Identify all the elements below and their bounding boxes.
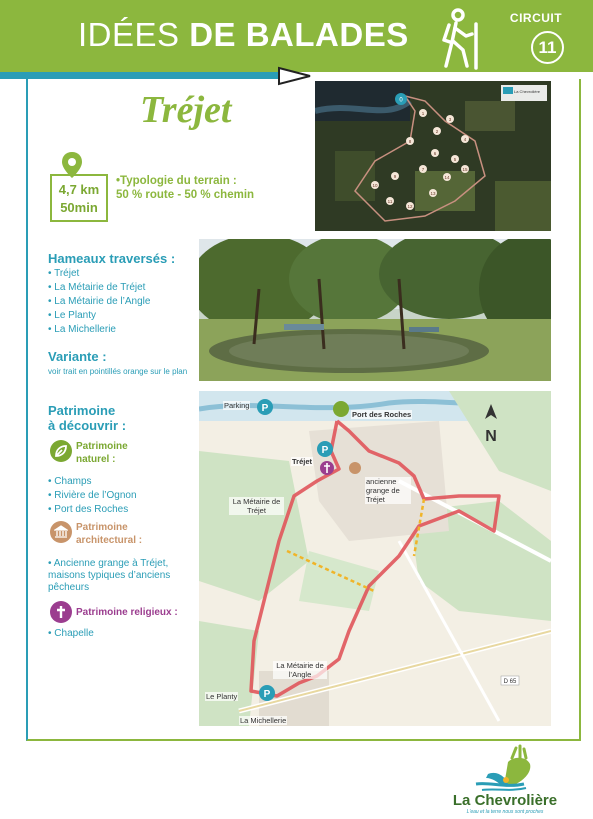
satellite-overlay-label: La Chevrolière [514, 89, 541, 94]
map-point-label: 9 [393, 173, 397, 179]
architectural-heritage-list [48, 558, 198, 594]
list-item: • Rivière de l’Ognon [48, 489, 137, 503]
page-title [78, 16, 409, 54]
map-point-label: 15 [462, 166, 468, 172]
distance-duration-box [50, 174, 108, 222]
grange-label: ancienne grange de Tréjet [365, 477, 411, 504]
trejet-label: Tréjet [292, 457, 313, 466]
terrain-value: 50 % route - 50 % chemin [116, 189, 255, 201]
road-label: D 65 [503, 679, 517, 685]
map-point-label: 10 [372, 182, 378, 188]
metairie-angle-label: La Métairie de l’Angle [273, 661, 327, 679]
list-item: • Le Planty [48, 309, 150, 323]
list-item: • La Michellerie [48, 323, 150, 337]
map-point-label: 6 [433, 150, 437, 156]
map-point-label: 4 [463, 136, 467, 142]
route-plan-map [199, 391, 551, 726]
map-point-label: 11 [387, 198, 393, 204]
natural-heritage-label [76, 440, 128, 466]
leaf-icon [333, 401, 349, 417]
pond-photo [199, 239, 551, 381]
satellite-route-map [315, 81, 551, 231]
map-point-label: 5 [453, 156, 457, 162]
variant-heading: Variante : [48, 349, 107, 364]
religious-heritage-list [48, 627, 94, 641]
hamlets-heading: Hameaux traversés : [48, 251, 176, 266]
map-point-label: 13 [430, 190, 436, 196]
natural-heritage-category [50, 440, 128, 466]
duration-value: 50min [60, 200, 98, 215]
map-point-label: 1 [421, 110, 425, 116]
list-item: • Champs [48, 475, 137, 489]
distance-value: 4,7 km [58, 182, 100, 197]
hamlets-list [48, 267, 150, 337]
map-point-label: 8 [408, 138, 412, 144]
natural-heritage-label-line2: naturel : [76, 454, 116, 465]
start-marker: 0 [399, 97, 403, 104]
page-title-light: IDÉES [78, 16, 180, 53]
logo-tagline: L'eau et la terre nous sont proches [466, 809, 544, 815]
hiker-icon [436, 8, 486, 70]
plan-map-graphic [199, 391, 551, 726]
religious-heritage-category [50, 601, 178, 623]
svg-text:P: P [261, 403, 269, 414]
terrain-info [116, 174, 254, 202]
circuit-label: CIRCUIT [509, 11, 563, 25]
list-item: • Tréjet [48, 267, 150, 281]
map-point-label: 2 [435, 128, 439, 134]
metairie-trejet-label: La Métairie de Tréjet [229, 497, 284, 515]
list-item: • Ancienne grange à Tréjet, maisons typiques d’anciens pêcheurs [48, 558, 198, 594]
header-accent-stripe [0, 72, 290, 79]
map-point-label: 3 [448, 116, 452, 122]
circuit-number: 11 [531, 31, 564, 64]
list-item: • La Métairie de l’Angle [48, 295, 150, 309]
page-title-bold: DE BALADES [189, 16, 409, 53]
map-point-label: 14 [444, 174, 450, 180]
monument-icon [349, 462, 361, 474]
list-item: • La Métairie de Tréjet [48, 281, 150, 295]
michellerie-label: La Michellerie [240, 716, 287, 725]
port-label: Port des Roches [352, 410, 412, 419]
satellite-image [315, 81, 551, 231]
planty-label: Le Planty [206, 692, 238, 701]
map-point-label: 7 [421, 166, 425, 172]
list-item: • Chapelle [48, 627, 94, 641]
natural-heritage-list [48, 475, 137, 517]
svg-text:P: P [321, 445, 329, 456]
heritage-heading [48, 403, 126, 433]
heritage-heading-line2: à découvrir : [48, 418, 127, 433]
logo-name: La Chevrolière [452, 792, 558, 809]
cross-icon [50, 601, 72, 623]
natural-heritage-label-line1: Patrimoine [76, 441, 128, 452]
north-label: N [485, 428, 497, 445]
architectural-heritage-label-line1: Patrimoine [76, 522, 128, 533]
leaf-icon [50, 440, 72, 462]
variant-text: voir trait en pointillés orange sur le plan [48, 367, 188, 376]
architectural-heritage-category [50, 521, 142, 547]
monument-icon [50, 521, 72, 543]
svg-text:P: P [263, 689, 271, 700]
heritage-heading-line1: Patrimoine [48, 403, 116, 418]
photo-image [199, 239, 551, 381]
map-point-label: 12 [407, 203, 413, 209]
list-item: • Port des Roches [48, 503, 137, 517]
parking-label: Parking [224, 401, 250, 410]
architectural-heritage-label [76, 521, 142, 547]
terrain-label: • Typologie du terrain : [116, 174, 254, 188]
place-title: Tréjet [140, 89, 232, 131]
religious-heritage-label: Patrimoine religieux : [76, 607, 178, 618]
architectural-heritage-label-line2: architectural : [76, 535, 143, 546]
